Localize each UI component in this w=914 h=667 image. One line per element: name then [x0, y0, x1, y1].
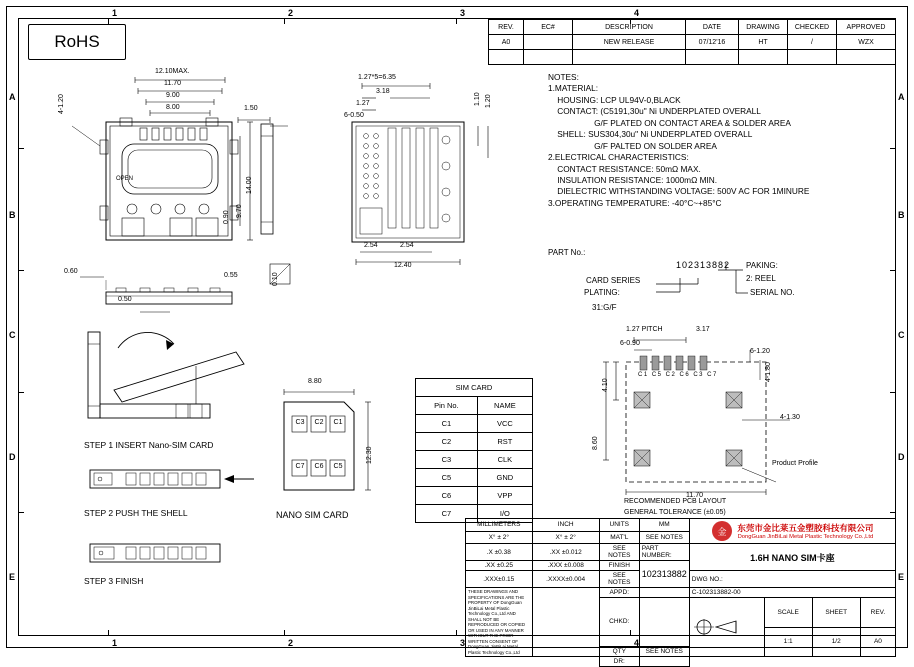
step-1-label: STEP 1 INSERT Nano-SIM CARD — [84, 440, 214, 450]
sim-name: VPP — [477, 487, 532, 505]
nano-card-height: 12.30 — [366, 446, 373, 464]
notes-line-6: G/F PALTED ON SOLDER AREA — [548, 140, 717, 151]
zone-row-c-right: C — [898, 330, 905, 340]
serial-no-label: SERIAL NO. — [750, 288, 795, 297]
dim-4-1-20: 4-1.20 — [58, 94, 65, 114]
sheet-value: 1/2 — [812, 627, 860, 656]
pcb-dim-4-1-80: 4-1.80 — [765, 362, 772, 382]
svg-text:金: 金 — [717, 527, 727, 537]
table-row — [416, 469, 533, 487]
pcb-dim-6-1-20: 6-1.20 — [750, 348, 770, 355]
frame-tick — [890, 270, 896, 271]
dim-0-55: 0.55 — [224, 272, 238, 279]
dwg-no-value: C-102313882-00 — [689, 588, 895, 598]
notes-line-4: G/F PLATED ON CONTACT AREA & SOLDER AREA — [548, 117, 791, 128]
notes-line-10: DIELECTRIC WITHSTANDING VOLTAGE: 500V AC FOR 1MINURE — [548, 186, 810, 197]
pcb-pin-labels: C1 C5 C2 C6 C3 C7 — [638, 372, 718, 378]
rev-header-checked: CHECKED — [788, 20, 837, 35]
tol-inch-2: .XXX ±0.008 — [532, 561, 599, 571]
rev-cell-rev: A0 — [489, 35, 524, 50]
tol-mm-2: .XX ±0.25 — [466, 561, 533, 571]
table-row — [489, 20, 896, 35]
zone-row-b-right: B — [898, 210, 905, 220]
rev-header-ec: EC# — [524, 20, 573, 35]
tol-header-inch: INCH — [532, 519, 599, 532]
tol-mm-0: X° ± 2° — [466, 531, 533, 544]
rev-value: A0 — [873, 638, 882, 646]
tol-inch-0: X° ± 2° — [532, 531, 599, 544]
rev-header-approved: APPROVED — [837, 20, 896, 35]
pad-c1: C1 — [333, 419, 343, 426]
notes-line-9: INSULATION RESISTANCE: 1000mΩ MIN. — [548, 174, 718, 185]
frame-tick — [18, 148, 24, 149]
rev-cell-drawing: HT — [739, 35, 788, 50]
dim-0-60: 0.60 — [64, 268, 78, 275]
units-value: MM — [639, 519, 689, 532]
zone-col-1-bottom: 1 — [112, 638, 118, 648]
notes-line-8: CONTACT RESISTANCE: 50mΩ MAX. — [548, 163, 701, 174]
dim-12-40: 12.40 — [394, 262, 412, 269]
rev-header-drawing: DRAWING — [739, 20, 788, 35]
title-block — [465, 518, 896, 665]
dim-1-20: 1.20 — [485, 94, 492, 108]
see-notes-label-3 — [639, 657, 689, 667]
part-number-callout — [548, 248, 888, 320]
step-2-label: STEP 2 PUSH THE SHELL — [84, 508, 188, 518]
nano-card-title: NANO SIM CARD — [276, 510, 349, 520]
zone-col-2-top: 2 — [288, 8, 294, 18]
step-3-illustration — [86, 536, 296, 576]
dim-8-00: 8.00 — [166, 104, 180, 111]
rev-label: REV. — [860, 598, 895, 627]
zone-col-3-top: 3 — [460, 8, 466, 18]
rohs-badge — [28, 24, 126, 60]
pcb-dim-11-70: 11.70 — [686, 492, 703, 499]
zone-row-d-right: D — [898, 452, 905, 462]
rev-cell-ec — [524, 35, 573, 50]
dr-label: DR: — [599, 657, 639, 667]
sim-table-title: SIM CARD — [416, 379, 533, 397]
frame-tick — [890, 512, 896, 513]
pcb-dim-pitch: 1.27 PITCH — [626, 326, 663, 333]
frame-tick — [284, 18, 285, 24]
frame-tick — [18, 270, 24, 271]
sim-name: VCC — [477, 415, 532, 433]
appd-label: APPD: — [599, 588, 639, 598]
side-profile-view — [255, 122, 283, 242]
table-row — [416, 487, 533, 505]
product-profile-label: Product Profile — [772, 460, 818, 467]
notes-line-5: SHELL: SUS304,30u" Ni UNDERPLATED OVERALL — [548, 129, 753, 140]
chkd-label: CHKD: — [599, 598, 639, 647]
table-row — [416, 379, 533, 397]
company-logo-icon — [711, 520, 733, 542]
nano-card-width: 8.80 — [308, 378, 322, 385]
matl-label: MAT'L — [599, 531, 639, 544]
pcb-layout-title: RECOMMENDED PCB LAYOUT — [624, 498, 727, 505]
zone-row-d-left: D — [9, 452, 16, 462]
pcb-layout-drawing — [592, 320, 830, 510]
company-name-cn: 东莞市金比莱五金塑胶科技有限公司 — [737, 523, 874, 533]
sim-pin: C1 — [416, 415, 478, 433]
dim-6-0-50: 6-0.50 — [344, 112, 364, 119]
chkd-value — [639, 598, 689, 647]
frame-tick — [108, 630, 109, 636]
scale-sheet-rev-cell — [689, 598, 895, 657]
paking-label: PAKING: — [746, 261, 778, 270]
table-row — [466, 657, 896, 667]
card-series-label: CARD SERIES — [586, 276, 641, 285]
product-title: 1.6H NANO SIM卡座 — [689, 544, 895, 571]
pad-c6: C6 — [314, 463, 324, 470]
zone-col-1-top: 1 — [112, 8, 118, 18]
pcb-dim-4-10: 4.10 — [602, 378, 609, 392]
tol-mm-1: .X ±0.38 — [466, 544, 533, 561]
plating-value: 31:G/F — [592, 303, 617, 312]
dim-pitch-6-35: 1.27*5=6.35 — [358, 74, 396, 81]
table-row — [489, 35, 896, 50]
zone-col-3-bottom: 3 — [460, 638, 466, 648]
pcb-dim-6-0-90: 6-0.90 — [620, 340, 640, 347]
tol-mm-3: .XXX±0.15 — [466, 571, 533, 588]
zone-row-c-left: C — [9, 330, 16, 340]
part-no-label: PART No.: — [548, 248, 586, 257]
qty-label: QTY — [599, 646, 639, 657]
frame-tick — [456, 630, 457, 636]
tol-inch-3: .XXXX±0.004 — [532, 571, 599, 588]
rev-header-rev: REV. — [489, 20, 524, 35]
frame-tick — [284, 630, 285, 636]
dim-2-54-b: 2.54 — [400, 242, 414, 249]
general-tolerance-label: GENERAL TOLERANCE (±0.05) — [624, 509, 726, 516]
paking-value: 2: REEL — [746, 274, 776, 283]
zone-row-a-left: A — [9, 92, 16, 102]
table-row — [466, 519, 896, 532]
see-notes-label-1: SEE NOTES — [599, 544, 639, 561]
pcb-dim-4-1-30: 4-1.30 — [780, 414, 800, 421]
sim-pin: C7 — [416, 505, 478, 523]
dim-1-27: 1.27 — [356, 100, 370, 107]
bottom-view-drawing — [330, 66, 510, 276]
sim-card-pin-table — [415, 378, 533, 523]
zone-row-e-right: E — [898, 572, 905, 582]
table-row — [489, 50, 896, 65]
dim-11-70: 11.70 — [164, 80, 181, 87]
dim-14-00: 14.00 — [246, 176, 253, 194]
sim-pin: C2 — [416, 433, 478, 451]
open-label: OPEN — [116, 176, 134, 182]
projection-symbol-icon — [690, 598, 765, 656]
sim-header-pin: Pin No. — [416, 397, 478, 415]
dim-3-18: 3.18 — [376, 88, 390, 95]
pcb-dim-8-60: 8.60 — [592, 436, 599, 450]
company-name-en: DongGuan JinBiLai Metal Plastic Technology Co.,Ltd — [737, 534, 874, 540]
sim-pin: C6 — [416, 487, 478, 505]
frame-tick — [890, 392, 896, 393]
step-1-illustration — [78, 318, 298, 438]
sim-name: I/O — [477, 505, 532, 523]
zone-row-b-left: B — [9, 210, 16, 220]
matl-value: SEE NOTES — [639, 531, 689, 544]
notes-line-2: HOUSING: LCP UL94V-0,BLACK — [548, 94, 681, 105]
zone-col-4-top: 4 — [634, 8, 640, 18]
pad-c7: C7 — [295, 463, 305, 470]
pcb-dim-3-17: 3.17 — [696, 326, 710, 333]
sim-pin: C3 — [416, 451, 478, 469]
rohs-label: RoHS — [54, 32, 100, 51]
rev-cell-description: NEW RELEASE — [573, 35, 686, 50]
zone-col-2-bottom: 2 — [288, 638, 294, 648]
scale-label: SCALE — [764, 598, 812, 627]
notes-line-1: 1.MATERIAL: — [548, 83, 599, 94]
notes-line-11: 3.OPERATING TEMPERATURE: -40°C~+85°C — [548, 197, 722, 208]
front-view-drawing — [60, 272, 300, 322]
sim-header-name: NAME — [477, 397, 532, 415]
dim-9-00: 9.00 — [166, 92, 180, 99]
qty-value: SEE NOTES — [639, 646, 689, 657]
table-row — [416, 415, 533, 433]
table-row — [416, 451, 533, 469]
scale-value: 1:1 — [764, 627, 812, 656]
table-row — [416, 433, 533, 451]
part-number-label: PART NUMBER: — [639, 544, 689, 561]
pad-c3: C3 — [295, 419, 305, 426]
plating-label: PLATING: — [584, 288, 620, 297]
dim-0-90: 0.90 — [223, 210, 230, 224]
sim-name: RST — [477, 433, 532, 451]
rev-cell-checked: / — [788, 35, 837, 50]
tol-header-mm: MILLIMETERS — [466, 519, 533, 532]
part-number-value: 102313882 — [639, 561, 689, 588]
sheet-label: SHEET — [812, 598, 860, 627]
pad-c5: C5 — [333, 463, 343, 470]
rev-cell-date: 07/12'16 — [686, 35, 739, 50]
sim-name: GND — [477, 469, 532, 487]
see-notes-label-2: SEE NOTES — [599, 571, 639, 588]
notes-title: NOTES: — [548, 72, 579, 82]
dim-9-70: 9.70 — [236, 204, 243, 218]
frame-tick — [456, 18, 457, 24]
frame-tick — [890, 148, 896, 149]
sim-name: CLK — [477, 451, 532, 469]
dwg-no-label: DWG NO.: — [689, 571, 895, 588]
notes-block — [548, 72, 878, 209]
dim-1-50: 1.50 — [244, 105, 258, 112]
dim-12-10-max: 12.10MAX. — [155, 68, 190, 75]
zone-row-a-right: A — [898, 92, 905, 102]
dim-2-54-a: 2.54 — [364, 242, 378, 249]
zone-row-e-left: E — [9, 572, 16, 582]
disclaimer-text: THESE DRAWINGS AND SPECIFICATIONS ARE THE PROPERTY OF DongGuan JinBiLai Metal Plastic Technology Co.,Ltd AND SHALL NOT BE REPRODUCED OR COPIED OR USED IN ANY MANNER WITHOUT THE PRIOR WRITTEN CONSENT OF DongGuan JinBiLai Metal Plastic Technology Co.,Ltd — [466, 588, 533, 657]
notes-line-3: CONTACT: (C5191,30u" Ni UNDERPLATED OVERALL — [548, 106, 761, 117]
units-label: UNITS — [599, 519, 639, 532]
table-row — [466, 588, 896, 598]
table-row — [466, 544, 896, 561]
frame-tick — [18, 512, 24, 513]
dim-1-10: 1.10 — [474, 92, 481, 106]
notes-line-7: 2.ELECTRICAL CHARACTERISTICS: — [548, 152, 689, 163]
rev-cell-approved: WZX — [837, 35, 896, 50]
dim-0-10: 0.10 — [272, 272, 279, 286]
finish-label: FINISH — [599, 561, 639, 571]
pad-c2: C2 — [314, 419, 324, 426]
rev-header-description: DESCRIPTION — [573, 20, 686, 35]
sim-pin: C5 — [416, 469, 478, 487]
zone-col-4-bottom: 4 — [634, 638, 640, 648]
step-3-label: STEP 3 FINISH — [84, 576, 144, 586]
dim-0-50: 0.50 — [118, 296, 132, 303]
nano-sim-card-drawing — [268, 372, 388, 512]
appd-value — [639, 588, 689, 598]
table-row — [416, 397, 533, 415]
company-cell — [689, 519, 895, 544]
rev-header-date: DATE — [686, 20, 739, 35]
step-2-illustration — [86, 462, 296, 502]
revision-table — [488, 19, 896, 63]
frame-tick — [18, 392, 24, 393]
part-number-value: 102313882 — [676, 260, 731, 270]
tol-inch-1: .XX ±0.012 — [532, 544, 599, 561]
